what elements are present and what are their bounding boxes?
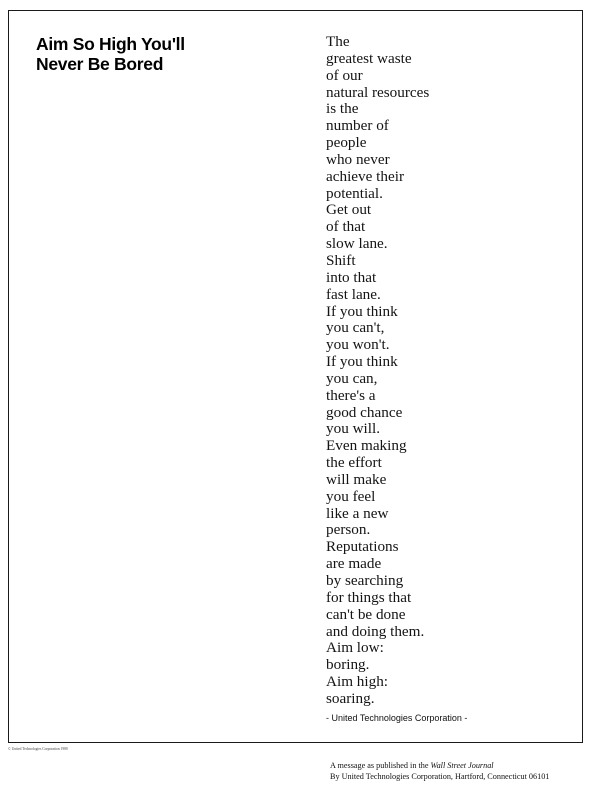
body-line: person. <box>326 521 371 539</box>
body-line: the effort <box>326 454 382 472</box>
body-line: Get out <box>326 201 372 219</box>
body-line: soaring. <box>326 689 375 707</box>
body-line: Reputations <box>326 538 399 556</box>
body-line: for things that <box>326 588 412 606</box>
body-line: who never <box>326 150 390 168</box>
body-line: like a new <box>326 504 389 522</box>
body-line: you won't. <box>326 336 390 354</box>
signature: - United Technologies Corporation - <box>326 713 468 723</box>
body-line: will make <box>326 470 387 488</box>
body-line: Even making <box>326 437 407 455</box>
ad-frame <box>8 10 583 743</box>
body-line: you can, <box>326 369 378 387</box>
body-line: achieve their <box>326 167 404 185</box>
body-line: people <box>326 134 367 152</box>
body-line: can't be done <box>326 605 406 623</box>
body-copy <box>326 34 429 708</box>
headline-line-1: Aim So High You'll <box>36 34 185 54</box>
body-line: If you think <box>326 353 398 371</box>
body-line: Shift <box>326 251 356 269</box>
body-line: fast lane. <box>326 285 381 303</box>
copyright-notice: © United Technologies Corporation 1980 <box>8 747 68 751</box>
footer-line-2: By United Technologies Corporation, Hartford, Connecticut 06101 <box>330 772 550 781</box>
body-line: of our <box>326 66 363 84</box>
body-line: slow lane. <box>326 235 388 253</box>
body-line: you feel <box>326 487 376 505</box>
body-line: number of <box>326 117 389 135</box>
footer-prefix: A message as published in the <box>330 761 431 770</box>
body-line: there's a <box>326 386 376 404</box>
body-line: boring. <box>326 656 370 674</box>
body-line: into that <box>326 268 377 286</box>
body-line: greatest waste <box>326 49 412 67</box>
body-line: Aim low: <box>326 639 384 657</box>
footer-line-1 <box>330 760 549 771</box>
footer <box>330 760 549 782</box>
body-line: If you think <box>326 302 398 320</box>
headline <box>36 34 185 74</box>
publication-name: Wall Street Journal <box>430 761 494 770</box>
headline-line-2: Never Be Bored <box>36 54 164 74</box>
body-line: Aim high: <box>326 673 389 691</box>
body-line: and doing them. <box>326 622 425 640</box>
body-line: you can't, <box>326 319 385 337</box>
body-line: by searching <box>326 572 404 589</box>
body-line: are made <box>326 555 382 573</box>
body-line: of that <box>326 218 366 236</box>
body-line: potential. <box>326 184 383 202</box>
body-line: The <box>326 33 350 50</box>
body-line: is the <box>326 100 359 118</box>
body-line: good chance <box>326 403 403 421</box>
body-line: natural resources <box>326 83 430 101</box>
body-line: you will. <box>326 420 381 438</box>
